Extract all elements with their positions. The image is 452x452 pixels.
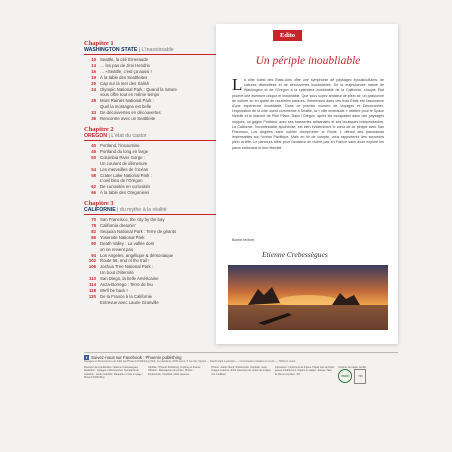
- toc-entry: [84, 300, 216, 306]
- toc-entry-title: … les pas de Jimi Hendrix: [100, 62, 150, 68]
- signature: Etienne Crebessègues: [262, 250, 328, 259]
- toc-entry-title: Entrevue avec Laurie Granville: [100, 299, 159, 305]
- toc-page-number: 46: [91, 148, 96, 154]
- toc-entry-title: À la table des Oregoniens: [100, 190, 150, 196]
- toc-page-number: 66: [91, 190, 96, 196]
- toc-page-number: 82: [91, 228, 96, 234]
- chapter-1: [84, 40, 216, 122]
- toc-page-number: 54: [91, 166, 96, 172]
- toc-entry-title: Un courant de démesure: [100, 160, 148, 166]
- edito-headline: Un périple inoubliable: [255, 55, 361, 67]
- toc-entry: [84, 116, 216, 122]
- toc-page-number: 40: [91, 142, 96, 148]
- toc-page-number: 50: [91, 154, 96, 160]
- toc-entry-title: Olympic National Park : Quand la nature: [100, 86, 177, 92]
- toc-entry-title: Sequoia National Park : Terre de géants: [100, 228, 177, 234]
- social-footer: [84, 352, 398, 360]
- toc-page-number: 118: [89, 288, 96, 293]
- toc-page-number: 102: [88, 258, 96, 264]
- toc-page-number: 78: [91, 223, 96, 229]
- toc-entry-title: Cap sur la mer des Salish: [100, 80, 150, 86]
- toc-entry-title: Route 66, end of the trail !: [100, 258, 150, 264]
- credits: [84, 366, 398, 414]
- toc-page-number: 10: [91, 57, 96, 62]
- edito-body: La côte ouest des États-Unis offre une symphonie de paysages époustouflants, de cultures diversifiées et de découvertes inoubliables. De la majestueuse nature de Washington et de l'Oregon à la splendeur inoubliable de la Californie, chaque État promet une aventure unique et inoubliable. Que vous soyez amateur de plein air, un passionné de culture ou en quête de nouvelles saveurs, l'immersion dans ces trois États est l'assurance d'une expérience inoubliable. Dans ce premier numéro de Voyages et Découvertes, l'exploration de la côte ouest commence à Seattle, la « ville émeraude » célèbre pour le Space Needle et le marché de Pike Place. Dans l'Oregon, après les escapades dans des paysages uniques, on gagne Portland, avec ses brasseries artisanales et ses boutiques indépendantes. La Californie, l'incontestable apothéose, est bien évidemment le cœur de ce périple avec San Francisco, Los Angeles sans oublier d'emprunter la Route 1 offrant des panoramas impensables sur l'océan Pacifique. Mais en fin de compte, vous rapporterez des souvenirs plein la tête. Le parcours idéal pour l'amateur de rivière pas en France sans avoir exploré les parcs nationaux et leur éternité.: [232, 75, 384, 150]
- toc-entry-title: De curiosités en curiosités: [100, 184, 151, 190]
- toc-entry-title: Yosemite National Park: [100, 234, 145, 240]
- toc-page-number: 62: [91, 184, 96, 190]
- toc-entry-title: Joshua Tree National Park :: [100, 264, 154, 270]
- toc-entry-title: Anza-Borrego : Terre de feu: [100, 282, 153, 288]
- toc-page-number: 14: [91, 62, 96, 68]
- toc-entry-title: De la France à la Californie: [100, 293, 153, 299]
- toc-entry-title: Los Angeles, angélique & démoniaque: [100, 252, 174, 258]
- chapter-title: WASHINGTON STATE | L'inassissable: [84, 47, 216, 55]
- toc-entry-title: San Francisco, the city by the bay: [100, 217, 165, 223]
- toc-entry-title: Portland, l'insoumise: [100, 142, 140, 148]
- toc-entry-title: … «Seattle, c'est ça aussi !: [100, 68, 152, 74]
- table-of-contents: [84, 40, 216, 310]
- credit-column: Photos : Adobe Stock, Shutterstock, Unsplash, Getty Images et autres, droits réservés pour toutes les images non créditées.: [211, 366, 271, 376]
- toc-entry-title: À la table des Seattleites: [100, 74, 148, 80]
- toc-entry-title: Mont Rainier National Park :: [100, 98, 154, 104]
- toc-entry-title: Rencontre avec un Seattleite: [100, 116, 156, 122]
- toc-entry-title: Columbia River Gorge :: [100, 154, 145, 160]
- certification-logos: [338, 369, 398, 384]
- credit-column: [338, 366, 398, 414]
- edito-tag: Edito: [273, 30, 302, 41]
- toc-page-number: 120: [88, 293, 96, 299]
- toc-entry-title: San Diego, la belle Américaine: [100, 276, 159, 282]
- sign-intro: Bonne lecture,: [232, 238, 256, 242]
- toc-entry-title: Death Valley : La vallée dont: [100, 240, 155, 246]
- chapter-title: CALIFORNIE | du mythe à la réalité: [84, 207, 216, 215]
- chapter-number: Chapitre 2: [84, 125, 114, 133]
- toc-entry-title: We'll be back !: [100, 288, 128, 293]
- toc-page-number: 86: [91, 234, 96, 240]
- toc-page-number: 28: [91, 98, 96, 104]
- toc-entry-title: Crater Lake National Park :: [100, 172, 152, 178]
- sunset-beach-photo: [228, 265, 388, 330]
- toc-page-number: 58: [91, 172, 96, 178]
- credit-column: Directeur de la publication : Etienne Crebessègues. Rédaction : Voyages et Découvertes. Secrétariat de rédaction : Laurie Granville. Maquette et mise en page : Phoenix Publishing.: [84, 366, 143, 379]
- toc-entry-title: California dreamin': [100, 223, 136, 229]
- toc-entry-title: Portland du long en large: [100, 148, 149, 154]
- toc-page-number: 90: [91, 240, 96, 246]
- toc-page-number: 16: [91, 68, 96, 74]
- toc-page-number: 70: [91, 217, 96, 223]
- toc-page-number: 110: [89, 276, 96, 282]
- toc-page-number: 94: [91, 252, 96, 258]
- toc-entry-title: Les merveilles de l'océan: [100, 166, 149, 172]
- toc-page-number: 106: [88, 264, 96, 270]
- toc-page-number: 19: [91, 74, 96, 80]
- social-text[interactable]: Suivez-nous sur Facebook : Phoenix publishing: [91, 355, 182, 360]
- chapter-number: Chapitre 3: [84, 200, 114, 208]
- toc-entry-title: on ne revient pas: [100, 246, 133, 252]
- legal-line: Voyages et découvertes est édité par Phoenix Publishing SAS, au capital de 1000 euros, 9 rue des Vignes — Dépôt légal à parution — Commission paritaire en cours — ISSN en cours.: [84, 360, 297, 363]
- chapter-number: Chapitre 1: [84, 40, 114, 47]
- dropcap: L: [232, 75, 243, 94]
- toc-entry: [84, 190, 216, 196]
- toc-entry-title: Seattle, la cité Émeraude: [100, 57, 149, 62]
- toc-entry-title: Quel la montagne est belle: [100, 104, 152, 110]
- toc-entry-title: Un bout d'éternité: [100, 270, 134, 276]
- pefc-logo-icon: PEFC: [338, 369, 352, 383]
- toc-entry-title: vous offre tout en même temps: [100, 92, 160, 98]
- chapter-3: [84, 200, 216, 306]
- toc-page-number: 114: [89, 282, 96, 288]
- toc-page-number: 20: [91, 80, 96, 86]
- toc-page-number: 24: [91, 86, 96, 92]
- chapter-2: [84, 126, 216, 196]
- chapter-title: OREGON | L'état du castor: [84, 133, 216, 141]
- credit-text: Imprimé sur papier certifié: [338, 366, 367, 369]
- toc-page-number: 33: [91, 110, 96, 116]
- recycle-logo-icon: TRI: [354, 369, 366, 384]
- credit-column: Publicité : Phoenix Publishing. Imprimé en France. Diffusion : Messageries de presse. Photos : Shutterstock, Unsplash, droits réservés.: [147, 366, 202, 376]
- toc-page-number: [84, 300, 96, 306]
- toc-entry-title: L'oeil bleu de l'Oregon: [100, 178, 143, 184]
- facebook-icon[interactable]: f: [85, 355, 88, 360]
- credit-column: Impression : Imprimerie de France. Papier issu de forêts gérées durablement. Origine du papier : Europe. Taux de fibres recyclées : 0%.: [274, 366, 335, 376]
- toc-page-number: 36: [91, 116, 96, 122]
- toc-entry-title: De découvertes en découvertes: [100, 110, 161, 116]
